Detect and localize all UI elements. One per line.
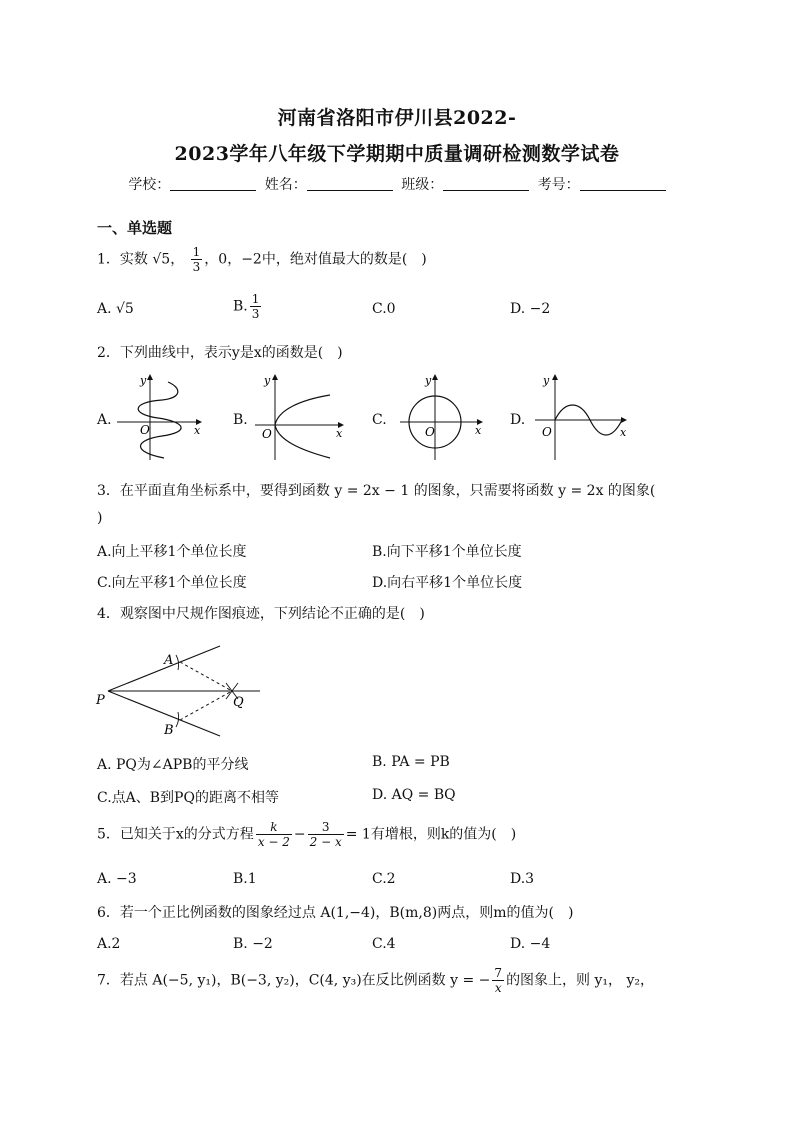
- q7-frac-den: x: [494, 981, 502, 995]
- q2d-origin: O: [542, 425, 552, 439]
- exam-number-label: 考号：: [537, 177, 580, 193]
- q5-prefix: 5．已知关于x的分式方程: [97, 826, 254, 843]
- student-info-row: [0, 174, 794, 194]
- q4-option-c: C.点A、B到PQ的距离不相等: [97, 790, 279, 806]
- fig4-label-p: P: [96, 693, 105, 708]
- q2b-y: y: [264, 374, 271, 387]
- section-title: 一、单选题: [97, 219, 173, 237]
- q1-sqrt5: √5: [152, 251, 171, 268]
- q2a-origin: O: [140, 423, 150, 437]
- q2b-origin: O: [262, 427, 272, 441]
- q5-option-d: D.3: [510, 871, 535, 887]
- q1-optb-num: 1: [251, 292, 260, 306]
- q2d-x: x: [620, 426, 627, 439]
- school-label: 学校：: [128, 177, 171, 193]
- q2c-origin: O: [425, 425, 435, 439]
- q1-optb-den: 3: [251, 307, 260, 321]
- q5-minus: −: [293, 826, 306, 843]
- fig4-label-q: Q: [233, 695, 244, 710]
- q4-figure: [92, 640, 272, 740]
- question-4: 4．观察图中尺规作图痕迹，下列结论不正确的是( ): [97, 606, 425, 622]
- exam-title-line2: 2023学年八年级下学期期中质量调研检测数学试卷: [174, 143, 620, 165]
- q3-option-b: B.向下平移1个单位长度: [372, 544, 522, 560]
- q2-option-a: A.: [97, 412, 112, 428]
- question-3-line2: ): [97, 510, 103, 526]
- q1-prefix: 1．实数: [97, 251, 148, 268]
- q4-option-a: A. PQ为∠APB的平分线: [97, 757, 249, 773]
- fig4-label-b: B: [164, 723, 174, 738]
- q6-option-b: B. −2: [233, 936, 273, 952]
- q1-option-d: D. −2: [510, 301, 551, 317]
- q4-option-d: D. AQ = BQ: [372, 787, 456, 803]
- question-7: [97, 966, 654, 995]
- q5-frac1-den: x − 2: [257, 835, 290, 849]
- q1-option-c: C.0: [372, 301, 396, 317]
- q2-option-d: D.: [510, 412, 526, 428]
- q1-option-b: [233, 292, 263, 321]
- q1-option-b-label: B.: [233, 298, 248, 315]
- q7-fraction: [492, 966, 504, 995]
- q5-frac2-den: 2 − x: [309, 835, 342, 849]
- school-blank: [170, 176, 256, 191]
- q2c-y: y: [425, 374, 432, 387]
- q5-fraction-1: [256, 820, 292, 849]
- q5-fraction-2: [308, 820, 344, 849]
- q1-frac-den: 3: [192, 260, 201, 274]
- q7-prefix: 7．若点 A(−5, y₁)，B(−3, y₂)，C(4, y₃)在反比例函数 y = −: [97, 972, 491, 989]
- question-6: 6．若一个正比例函数的图象经过点 A(1,−4)，B(m,8)两点，则m的值为( ): [97, 905, 574, 921]
- q6-option-c: C.4: [372, 936, 396, 952]
- q3-option-c: C.向左平移1个单位长度: [97, 575, 247, 591]
- class-blank: [443, 176, 529, 191]
- q1-rest: ，0，−2中，绝对值最大的数是( ): [204, 251, 427, 268]
- q2-graph-a: [112, 370, 212, 465]
- q2-graph-c: [395, 370, 495, 465]
- q1-option-a: A. √5: [97, 301, 134, 317]
- q2b-x: x: [336, 427, 343, 440]
- q5-rest: = 1有增根，则k的值为( ): [345, 826, 517, 843]
- q2d-y: y: [543, 374, 550, 387]
- q2a-y: y: [140, 374, 147, 387]
- q2-option-c: C.: [372, 412, 387, 428]
- q1-sep: ，: [170, 251, 185, 268]
- q2-graph-d: [530, 370, 635, 465]
- fig4-label-a: A: [164, 653, 174, 668]
- question-3-line1: 3．在平面直角坐标系中，要得到函数 y = 2x − 1 的图象，只需要将函数 y = 2x 的图象(: [97, 483, 656, 499]
- q2c-x: x: [475, 424, 482, 437]
- q2-option-b: B.: [233, 412, 248, 428]
- q6-option-a: A.2: [97, 936, 121, 952]
- q5-frac2-num: 3: [308, 820, 344, 835]
- name-label: 姓名：: [264, 177, 307, 193]
- q5-option-c: C.2: [372, 871, 396, 887]
- q1-fraction: [191, 245, 203, 274]
- q4-option-b: B. PA = PB: [372, 754, 450, 770]
- q7-rest: 的图象上，则 y₁， y₂，: [506, 972, 655, 989]
- q5-option-b: B.1: [233, 871, 257, 887]
- q1-frac-num: 1: [192, 245, 201, 259]
- q3-option-d: D.向右平移1个单位长度: [372, 575, 523, 591]
- q5-option-a: A. −3: [97, 871, 137, 887]
- q5-frac1-num: k: [256, 820, 292, 835]
- class-label: 班级：: [401, 177, 444, 193]
- exam-title-line1: 河南省洛阳市伊川县2022-: [277, 107, 517, 129]
- question-1: [97, 245, 427, 274]
- question-2: 2．下列曲线中，表示y是x的函数是( ): [97, 345, 343, 361]
- q2-graph-b: [250, 370, 350, 465]
- q7-frac-num: 7: [494, 966, 503, 980]
- exam-number-blank: [580, 176, 666, 191]
- question-5: [97, 820, 516, 849]
- q3-option-a: A.向上平移1个单位长度: [97, 544, 247, 560]
- name-blank: [307, 176, 393, 191]
- q6-option-d: D. −4: [510, 936, 551, 952]
- q2a-x: x: [194, 424, 201, 437]
- q1-option-b-fraction: [250, 292, 262, 321]
